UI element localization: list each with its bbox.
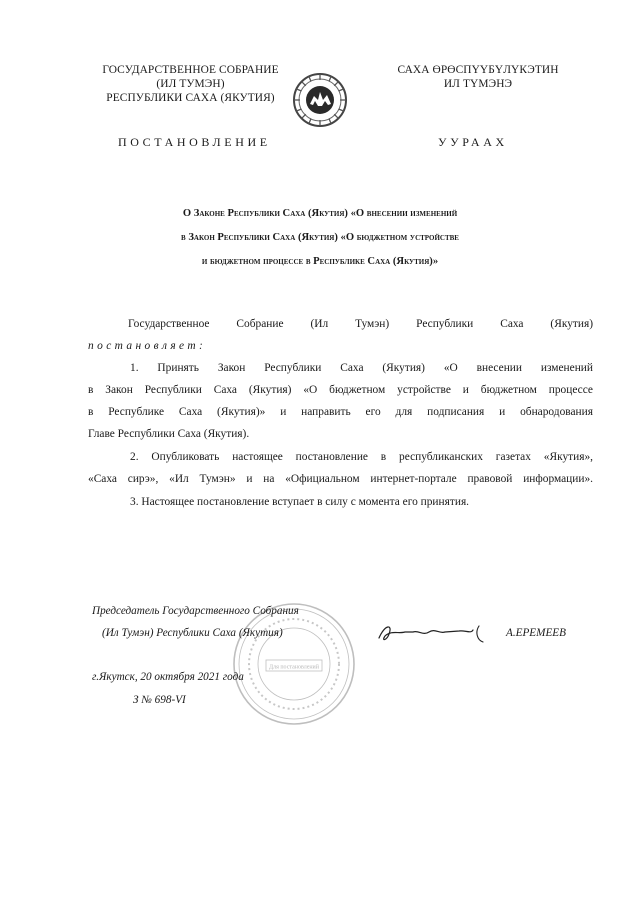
item-1-line: 1. Принять Закон Республики Саха (Якутия) «О внесении изменений xyxy=(130,362,593,374)
document-number: З № 698-VI xyxy=(133,694,186,706)
signatory-position-line: Председатель Государственного Собрания xyxy=(92,605,299,617)
seal-stamp-icon xyxy=(230,600,358,728)
item-3-line: 3. Настоящее постановление вступает в силу с момента его принятия. xyxy=(130,496,470,508)
title-line: и бюджетном процессе в Республике Саха (Якутия)» xyxy=(201,256,439,267)
title-line: О Законе Республики Саха (Якутия) «О внесении изменений xyxy=(182,208,458,219)
intro-line: Государственное Собрание (Ил Тумэн) Республики Саха (Якутия) xyxy=(128,318,593,330)
signatory-position-line: (Ил Тумэн) Республики Саха (Якутия) xyxy=(102,627,283,639)
emblem-icon xyxy=(292,72,348,128)
item-2-line: «Саха сирэ», «Ил Тумэн» и на «Официальном интернет-портале правовой информации». xyxy=(88,473,593,485)
item-1-line: Главе Республики Саха (Якутия). xyxy=(88,428,250,440)
header-left-line: (ИЛ ТУМЭН) xyxy=(156,78,225,90)
title-line: в Закон Республики Саха (Якутия) «О бюджетном устройстве xyxy=(181,232,459,243)
doc-type-left: ПОСТАНОВЛЕНИЕ xyxy=(118,135,271,149)
item-1-line: в Закон Республики Саха (Якутия) «О бюджетном устройстве и бюджетном процессе xyxy=(88,384,593,396)
signatory-name: А.ЕРЕМЕЕВ xyxy=(506,627,566,639)
header-right xyxy=(380,63,576,91)
header-right-line: САХА ӨРӨСПҮҮБҮЛҮКЭТИН xyxy=(397,64,559,76)
item-1-line: в Республике Саха (Якутия)» и направить его для подписания и обнародования xyxy=(88,406,593,418)
header-left xyxy=(88,63,293,105)
header-right-line: ИЛ ТҮМЭНЭ xyxy=(443,78,513,90)
place-date: г.Якутск, 20 октября 2021 года xyxy=(92,671,244,683)
document-title xyxy=(120,202,520,274)
item-2-line: 2. Опубликовать настоящее постановление в республиканских газетах «Якутия», xyxy=(130,451,593,463)
header-left-line: РЕСПУБЛИКИ САХА (ЯКУТИЯ) xyxy=(106,92,275,104)
handwritten-signature-icon xyxy=(375,620,495,646)
header-left-line: ГОСУДАРСТВЕННОЕ СОБРАНИЕ xyxy=(102,64,279,76)
intro-resolves: постановляет: xyxy=(88,340,207,352)
stamp-center-text: Для постановлений xyxy=(269,664,319,671)
doc-type-right: УУРААХ xyxy=(438,135,508,149)
